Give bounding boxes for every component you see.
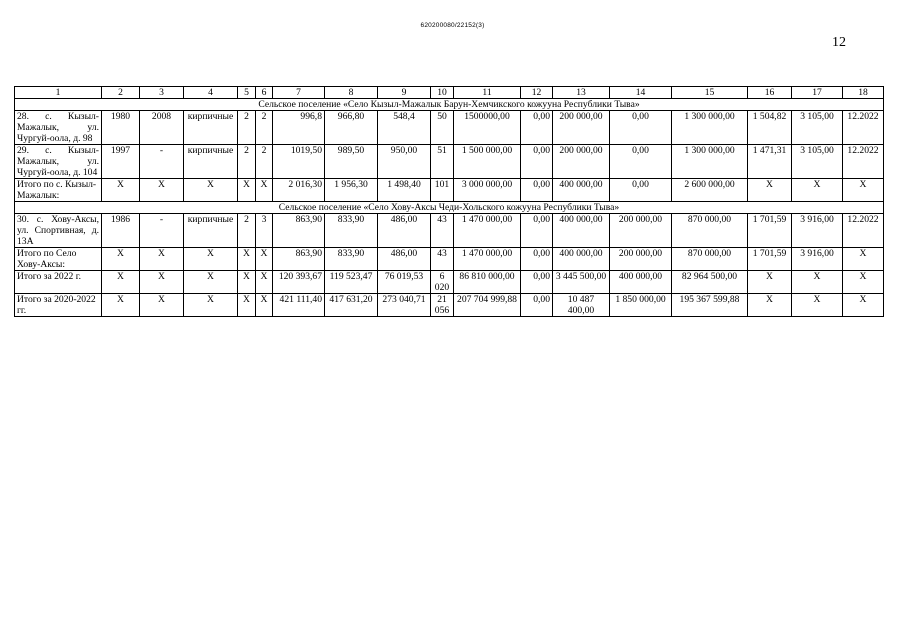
section-header-row bbox=[15, 202, 884, 214]
table-cell: X bbox=[792, 271, 843, 294]
table-cell: 1 850 000,00 bbox=[610, 294, 672, 317]
table-cell: 2 016,30 bbox=[273, 179, 325, 202]
table-cell: X bbox=[140, 248, 184, 271]
table-cell: 863,90 bbox=[273, 248, 325, 271]
column-number-cell: 11 bbox=[454, 87, 521, 99]
column-number-cell: 9 bbox=[378, 87, 431, 99]
table-cell: 863,90 bbox=[273, 214, 325, 248]
table-cell: X bbox=[792, 294, 843, 317]
table-cell: 200 000,00 bbox=[553, 111, 610, 145]
column-number-cell: 13 bbox=[553, 87, 610, 99]
table-cell: 1 701,59 bbox=[748, 248, 792, 271]
table-cell: 273 040,71 bbox=[378, 294, 431, 317]
table-cell: 119 523,47 bbox=[325, 271, 378, 294]
table-cell: X bbox=[843, 294, 884, 317]
table-cell: X bbox=[140, 294, 184, 317]
table-cell: 421 111,40 bbox=[273, 294, 325, 317]
table-cell: 2 bbox=[238, 214, 256, 248]
table-cell: 548,4 bbox=[378, 111, 431, 145]
table-cell: 0,00 bbox=[521, 294, 553, 317]
column-number-cell: 14 bbox=[610, 87, 672, 99]
table-cell: 1 701,59 bbox=[748, 214, 792, 248]
table-cell: 1 470 000,00 bbox=[454, 248, 521, 271]
column-number-cell: 12 bbox=[521, 87, 553, 99]
row-label-cell: 30. с. Хову-Аксы, ул. Спортивная, д. 13А bbox=[15, 214, 102, 248]
table-cell: кирпичные bbox=[184, 145, 238, 179]
table-cell: 3 445 500,00 bbox=[553, 271, 610, 294]
table-cell: X bbox=[256, 294, 273, 317]
row-label-cell: Итого за 2020-2022 гг. bbox=[15, 294, 102, 317]
table-cell: 0,00 bbox=[610, 111, 672, 145]
column-number-cell: 3 bbox=[140, 87, 184, 99]
table-cell: 0,00 bbox=[521, 111, 553, 145]
table-cell: 486,00 bbox=[378, 214, 431, 248]
table-cell: 950,00 bbox=[378, 145, 431, 179]
table-cell: 1 470 000,00 bbox=[454, 214, 521, 248]
table-cell: 12.2022 bbox=[843, 145, 884, 179]
column-number-cell: 15 bbox=[672, 87, 748, 99]
column-number-cell: 10 bbox=[431, 87, 454, 99]
table-cell: X bbox=[102, 294, 140, 317]
table-cell: 400 000,00 bbox=[553, 179, 610, 202]
table-cell: 3 916,00 bbox=[792, 248, 843, 271]
column-number-cell: 4 bbox=[184, 87, 238, 99]
column-number-cell: 2 bbox=[102, 87, 140, 99]
table-cell: 417 631,20 bbox=[325, 294, 378, 317]
total-row bbox=[15, 271, 884, 294]
table-cell: 10 487 400,00 bbox=[553, 294, 610, 317]
column-number-cell: 18 bbox=[843, 87, 884, 99]
table-cell: X bbox=[256, 271, 273, 294]
table-cell: 400 000,00 bbox=[553, 214, 610, 248]
section-header-row bbox=[15, 99, 884, 111]
table-cell: 400 000,00 bbox=[553, 248, 610, 271]
table-cell: 1500000,00 bbox=[454, 111, 521, 145]
table-row bbox=[15, 111, 884, 145]
table-cell: 6 020 bbox=[431, 271, 454, 294]
table-cell: 2 bbox=[238, 111, 256, 145]
table-cell: X bbox=[748, 179, 792, 202]
table-cell: 2 bbox=[256, 145, 273, 179]
table-cell: X bbox=[843, 179, 884, 202]
table-cell: 43 bbox=[431, 214, 454, 248]
table-cell: 0,00 bbox=[521, 271, 553, 294]
table-cell: - bbox=[140, 214, 184, 248]
table-cell: X bbox=[102, 271, 140, 294]
row-label-cell: Итого по Село Хову-Аксы: bbox=[15, 248, 102, 271]
table-cell: X bbox=[238, 271, 256, 294]
table-cell: X bbox=[238, 179, 256, 202]
column-number-cell: 1 bbox=[15, 87, 102, 99]
table-cell: 2008 bbox=[140, 111, 184, 145]
table-cell: 996,8 bbox=[273, 111, 325, 145]
table-cell: 870 000,00 bbox=[672, 214, 748, 248]
table-cell: 1997 bbox=[102, 145, 140, 179]
table-cell: 1 956,30 bbox=[325, 179, 378, 202]
table-cell: 0,00 bbox=[521, 179, 553, 202]
table-cell: X bbox=[238, 294, 256, 317]
table-cell: 200 000,00 bbox=[553, 145, 610, 179]
row-label-cell: 28. с. Кызыл-Мажалык, ул. Чургуй-оола, д. 98 bbox=[15, 111, 102, 145]
column-number-cell: 5 bbox=[238, 87, 256, 99]
table-cell: X bbox=[843, 271, 884, 294]
section-title: Сельское поселение «Село Хову-Аксы Чеди-Хольского кожууна Республики Тыва» bbox=[15, 202, 884, 214]
row-label-cell: 29. с. Кызыл-Мажалык, ул. Чургуй-оола, д. 104 bbox=[15, 145, 102, 179]
column-number-cell: 6 bbox=[256, 87, 273, 99]
table-cell: 486,00 bbox=[378, 248, 431, 271]
table-cell: X bbox=[184, 271, 238, 294]
table-cell: 2 600 000,00 bbox=[672, 179, 748, 202]
table-cell: 0,00 bbox=[521, 248, 553, 271]
subtotal-row bbox=[15, 248, 884, 271]
table-cell: 200 000,00 bbox=[610, 248, 672, 271]
table-cell: 43 bbox=[431, 248, 454, 271]
table-cell: 82 964 500,00 bbox=[672, 271, 748, 294]
column-number-cell: 17 bbox=[792, 87, 843, 99]
table-cell: X bbox=[843, 248, 884, 271]
table-cell: 50 bbox=[431, 111, 454, 145]
table-cell: 200 000,00 bbox=[610, 214, 672, 248]
total-row bbox=[15, 294, 884, 317]
table-cell: 1 500 000,00 bbox=[454, 145, 521, 179]
table-cell: X bbox=[140, 179, 184, 202]
table-cell: 1019,50 bbox=[273, 145, 325, 179]
column-number-cell: 8 bbox=[325, 87, 378, 99]
table-cell: X bbox=[140, 271, 184, 294]
table-cell: X bbox=[184, 179, 238, 202]
table-cell: 1 471,31 bbox=[748, 145, 792, 179]
table-cell: 12.2022 bbox=[843, 214, 884, 248]
table-cell: 833,90 bbox=[325, 248, 378, 271]
row-label-cell: Итого за 2022 г. bbox=[15, 271, 102, 294]
table-cell: 21 056 bbox=[431, 294, 454, 317]
table-cell: X bbox=[748, 294, 792, 317]
table-cell: 0,00 bbox=[521, 145, 553, 179]
table-cell: X bbox=[102, 248, 140, 271]
column-number-row bbox=[15, 87, 884, 99]
section-title: Сельское поселение «Село Кызыл-Мажалык Барун-Хемчикского кожууна Республики Тыва» bbox=[15, 99, 884, 111]
table-cell: 3 bbox=[256, 214, 273, 248]
table-cell: X bbox=[256, 248, 273, 271]
table-cell: 3 916,00 bbox=[792, 214, 843, 248]
document-id: 620200080/22152(3) bbox=[420, 22, 485, 29]
table-cell: 0,00 bbox=[521, 214, 553, 248]
table-cell: 1 300 000,00 bbox=[672, 145, 748, 179]
table-cell: 0,00 bbox=[610, 145, 672, 179]
table-cell: кирпичные bbox=[184, 111, 238, 145]
table-cell: 1 498,40 bbox=[378, 179, 431, 202]
page-number: 12 bbox=[832, 35, 846, 50]
column-number-cell: 16 bbox=[748, 87, 792, 99]
table-cell: 1 300 000,00 bbox=[672, 111, 748, 145]
table-cell: 870 000,00 bbox=[672, 248, 748, 271]
subtotal-row bbox=[15, 179, 884, 202]
table-cell: 195 367 599,88 bbox=[672, 294, 748, 317]
table-cell: X bbox=[184, 294, 238, 317]
table-cell: - bbox=[140, 145, 184, 179]
column-number-cell: 7 bbox=[273, 87, 325, 99]
table-cell: 3 105,00 bbox=[792, 111, 843, 145]
table-cell: 400 000,00 bbox=[610, 271, 672, 294]
table-cell: 3 105,00 bbox=[792, 145, 843, 179]
table-cell: 1 504,82 bbox=[748, 111, 792, 145]
table-cell: X bbox=[256, 179, 273, 202]
table-cell: X bbox=[184, 248, 238, 271]
table-cell: 207 704 999,88 bbox=[454, 294, 521, 317]
row-label-cell: Итого по с. Кызыл-Мажалык: bbox=[15, 179, 102, 202]
table-cell: 833,90 bbox=[325, 214, 378, 248]
data-table bbox=[14, 86, 884, 317]
table-cell: 989,50 bbox=[325, 145, 378, 179]
table-cell: 86 810 000,00 bbox=[454, 271, 521, 294]
table-cell: 1986 bbox=[102, 214, 140, 248]
table-cell: 12.2022 bbox=[843, 111, 884, 145]
table-cell: 3 000 000,00 bbox=[454, 179, 521, 202]
table-cell: X bbox=[792, 179, 843, 202]
table-cell: 966,80 bbox=[325, 111, 378, 145]
table-row bbox=[15, 214, 884, 248]
table-cell: X bbox=[102, 179, 140, 202]
table-cell: 2 bbox=[238, 145, 256, 179]
table-cell: 101 bbox=[431, 179, 454, 202]
table-row bbox=[15, 145, 884, 179]
table-cell: X bbox=[748, 271, 792, 294]
table-cell: 0,00 bbox=[610, 179, 672, 202]
table-cell: 76 019,53 bbox=[378, 271, 431, 294]
table-cell: 120 393,67 bbox=[273, 271, 325, 294]
table-cell: X bbox=[238, 248, 256, 271]
table-cell: кирпичные bbox=[184, 214, 238, 248]
table-cell: 1980 bbox=[102, 111, 140, 145]
table-cell: 51 bbox=[431, 145, 454, 179]
table-cell: 2 bbox=[256, 111, 273, 145]
